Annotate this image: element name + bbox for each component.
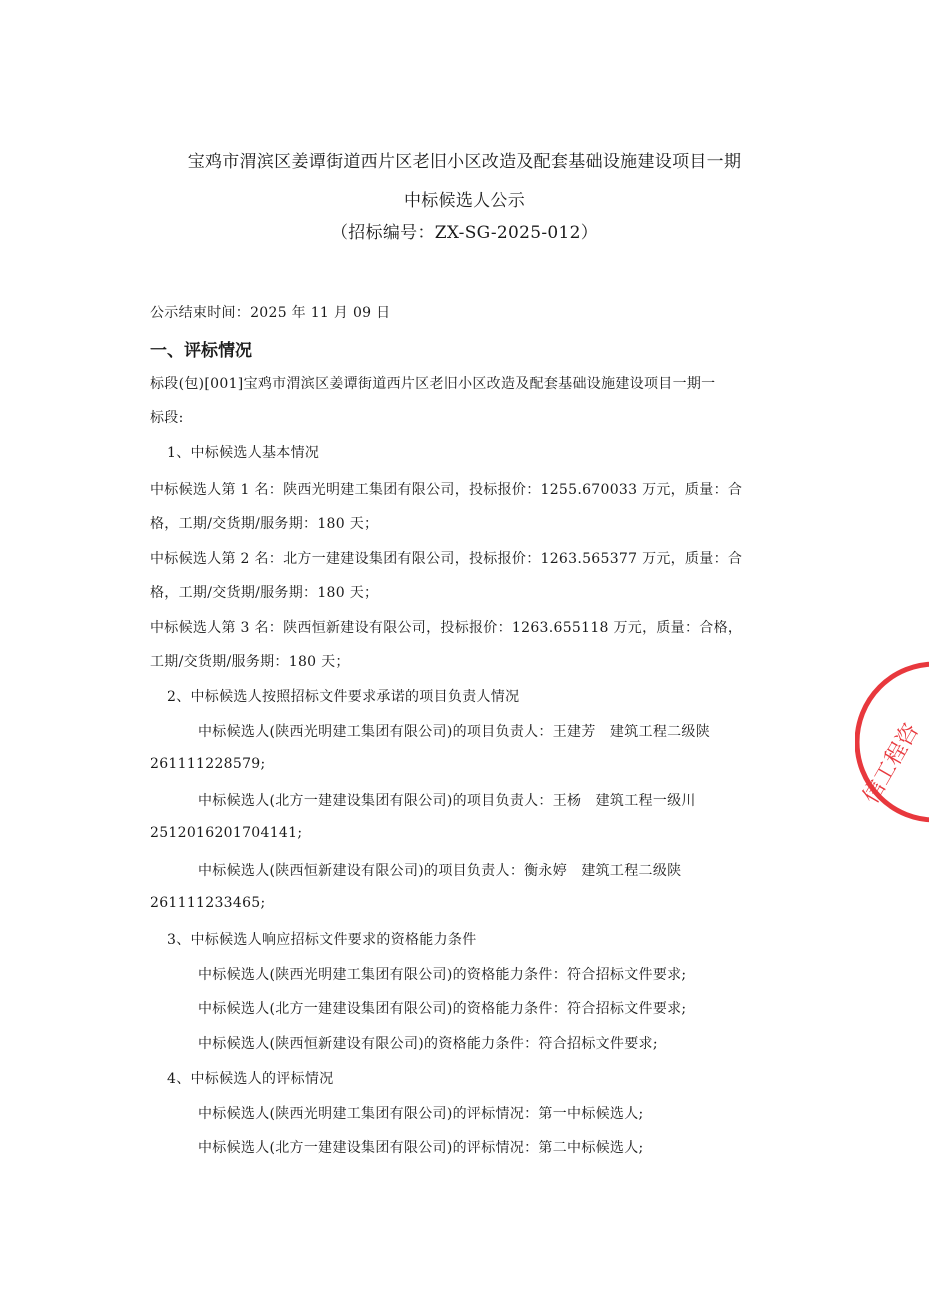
document-title: 宝鸡市渭滨区姜谭街道西片区老旧小区改造及配套基础设施建设项目一期 <box>187 152 742 172</box>
manager-line: 中标候选人(陕西恒新建设有限公司)的项目负责人：衡永婷 建筑工程二级陕 <box>198 863 682 879</box>
seal-text: 信工程咨 <box>858 719 925 808</box>
notice-end-time: 公示结束时间：2025 年 11 月 09 日 <box>150 305 391 321</box>
candidate-line: 中标候选人第 1 名：陕西光明建工集团有限公司，投标报价：1255.670033 万元，质量：合 <box>150 482 743 498</box>
candidate-line: 中标候选人第 3 名：陕西恒新建设有限公司，投标报价：1263.655118 万元，质量：合格， <box>150 620 743 636</box>
qualification-line: 中标候选人(陕西光明建工集团有限公司)的资格能力条件：符合招标文件要求; <box>198 967 687 983</box>
candidate-line: 工期/交货期/服务期：180 天； <box>150 654 350 670</box>
evaluation-line: 中标候选人(陕西光明建工集团有限公司)的评标情况：第一中标候选人; <box>198 1106 644 1122</box>
subsection-heading: 3、中标候选人响应招标文件要求的资格能力条件 <box>167 932 477 948</box>
manager-line: 261111228579; <box>150 756 266 772</box>
manager-line: 中标候选人(陕西光明建工集团有限公司)的项目负责人：王建芳 建筑工程二级陕 <box>198 724 711 740</box>
candidate-line: 格，工期/交货期/服务期：180 天； <box>150 585 379 601</box>
lot-description: 标段(包)[001]宝鸡市渭滨区姜谭街道西片区老旧小区改造及配套基础设施建设项目一期一 <box>150 376 716 392</box>
subsection-heading: 4、中标候选人的评标情况 <box>167 1071 334 1087</box>
qualification-line: 中标候选人(陕西恒新建设有限公司)的资格能力条件：符合招标文件要求; <box>198 1036 658 1052</box>
manager-line: 2512016201704141; <box>150 825 303 841</box>
evaluation-line: 中标候选人(北方一建建设集团有限公司)的评标情况：第二中标候选人; <box>198 1140 644 1156</box>
section-heading: 一、评标情况 <box>150 341 252 361</box>
lot-description-cont: 标段: <box>150 410 184 426</box>
candidate-line: 中标候选人第 2 名：北方一建建设集团有限公司，投标报价：1263.565377 万元，质量：合 <box>150 551 743 567</box>
manager-line: 261111233465; <box>150 895 266 911</box>
subsection-heading: 1、中标候选人基本情况 <box>167 445 320 461</box>
candidate-line: 格，工期/交货期/服务期：180 天； <box>150 516 379 532</box>
manager-line: 中标候选人(北方一建建设集团有限公司)的项目负责人：王杨 建筑工程一级川 <box>198 793 696 809</box>
official-seal-stamp <box>855 655 929 830</box>
subsection-heading: 2、中标候选人按照招标文件要求承诺的项目负责人情况 <box>167 689 520 705</box>
tender-number: （招标编号：ZX-SG-2025-012） <box>330 223 599 243</box>
document-subtitle: 中标候选人公示 <box>403 191 526 211</box>
qualification-line: 中标候选人(北方一建建设集团有限公司)的资格能力条件：符合招标文件要求; <box>198 1001 687 1017</box>
